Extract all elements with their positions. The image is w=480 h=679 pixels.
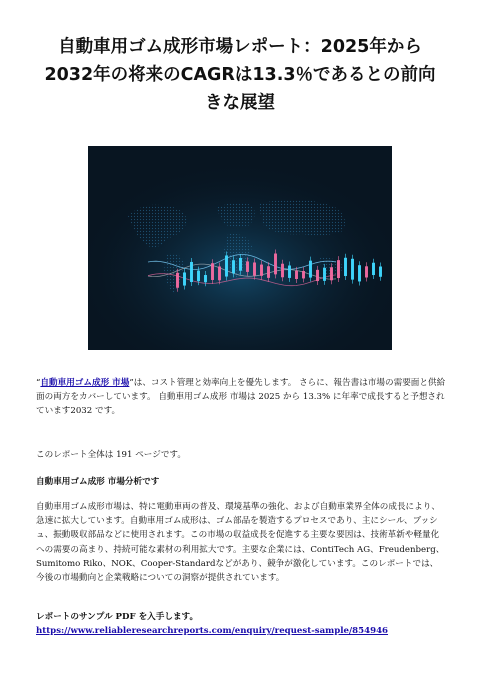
candle-body <box>232 260 235 273</box>
candle-body <box>288 265 291 277</box>
intro-rest: ”は、コスト管理と効率向上を優先します。 さらに、報告書は市場の需要面と供給面の両方をカバーしています。 自動車用ゴム成形 市場は 2025 から 13.3% に年率で成長すると予想されています2032 です。 <box>36 378 446 417</box>
quote-open: “ <box>36 378 41 388</box>
analysis-heading: 自動車用ゴム成形 市場分析です <box>36 477 160 487</box>
candle-body <box>253 263 256 276</box>
candle-body <box>274 254 277 275</box>
intro-paragraph <box>36 376 446 419</box>
candle-body <box>309 261 312 278</box>
candle-body <box>323 268 326 281</box>
candle-body <box>302 271 305 278</box>
article-title: 自動車用ゴム成形市場レポート：2025年から2032年の将来のCAGRは13.3％であるとの前向きな展望 <box>44 37 436 113</box>
candle-body <box>379 267 382 277</box>
candle-body <box>295 271 298 279</box>
candle-body <box>176 273 179 288</box>
candle-body <box>337 260 340 278</box>
candle-body <box>197 271 200 282</box>
candle-body <box>246 261 249 271</box>
market-link[interactable]: 自動車用ゴム成形 市場 <box>40 378 130 388</box>
candle-body <box>351 259 354 280</box>
candle-body <box>316 270 319 281</box>
sample-link[interactable]: https://www.reliableresearchreports.com/enquiry/request-sample/854946 <box>36 626 389 637</box>
candle-body <box>218 266 221 280</box>
candle-body <box>267 266 270 278</box>
page-count-text: このレポート全体は 191 ページです。 <box>36 450 186 460</box>
sample-prompt: レポートのサンプル PDF を入手します。 <box>36 612 199 622</box>
candle-body <box>239 258 242 271</box>
candle-body <box>365 266 368 277</box>
candle-body <box>225 256 228 277</box>
candle-body <box>190 262 193 282</box>
candle-body <box>260 265 263 276</box>
candle-body <box>204 275 207 282</box>
candle-body <box>358 265 361 281</box>
finance-chart-illustration <box>88 146 392 350</box>
hero-image <box>88 146 392 350</box>
sample-request <box>36 610 446 638</box>
candle-body <box>372 263 375 275</box>
candle-body <box>183 272 186 285</box>
candle-body <box>330 267 333 280</box>
candle-body <box>281 264 284 278</box>
candle-body <box>211 263 214 280</box>
candle-body <box>344 258 347 276</box>
analysis-paragraph: 自動車用ゴム成形市場は、特に電動車両の普及、環境基準の強化、および自動車業界全体の成長により、急速に拡大しています。自動車用ゴム成形は、ゴム部品を製造するプロセスであり、主にシール、ブッシュ、振動吸収部品などに使用されます。この市場の収益成長を促進する主要な要因は、技術革新や軽量化への需要の高まり、持続可能な素材の利用拡大です。主要な企業には、ContiTech AG、Freudenberg、Sumitomo Riko、NOK、Cooper-Standardなどがあり、競争が激化しています。このレポートでは、今後の市場動向と企業戦略についての洞察が提供されています。 <box>36 502 445 584</box>
